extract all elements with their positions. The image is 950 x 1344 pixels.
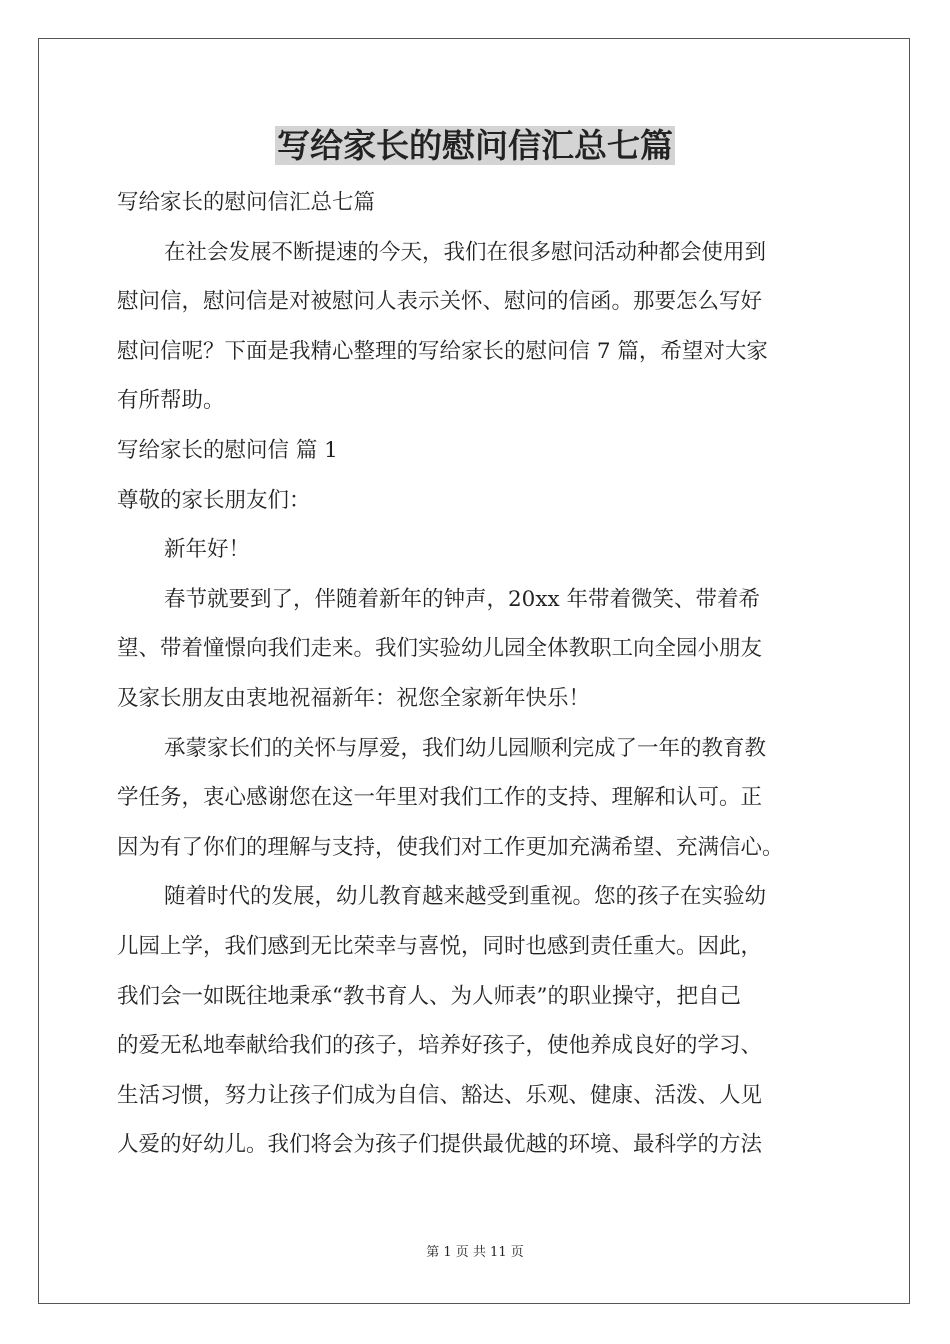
body-line: 学任务，衷心感谢您在这一年里对我们工作的支持、理解和认可。正 — [117, 785, 763, 811]
body-line: 儿园上学，我们感到无比荣幸与喜悦，同时也感到责任重大。因此， — [117, 933, 763, 959]
body-line: 因为有了你们的理解与支持，使我们对工作更加充满希望、充满信心。 — [117, 834, 784, 860]
body-line: 承蒙家长们的关怀与厚爱，我们幼儿园顺利完成了一年的教育教 — [164, 735, 767, 761]
body-line: 生活习惯，努力让孩子们成为自信、豁达、乐观、健康、活泼、人见 — [117, 1082, 763, 1108]
body-line: 在社会发展不断提速的今天，我们在很多慰问活动种都会使用到 — [164, 239, 767, 265]
body-line: 慰问信，慰问信是对被慰问人表示关怀、慰问的信函。那要怎么写好 — [117, 289, 763, 315]
body-line: 我们会一如既往地秉承“教书育人、为人师表”的职业操守，把自己 — [117, 983, 741, 1009]
document-title — [0, 124, 950, 168]
body-line: 望、带着憧憬向我们走来。我们实验幼儿园全体教职工向全园小朋友 — [117, 636, 763, 662]
body-line: 有所帮助。 — [117, 388, 225, 414]
body-line: 慰问信呢？下面是我精心整理的写给家长的慰问信 7 篇，希望对大家 — [117, 338, 768, 364]
body-line: 的爱无私地奉献给我们的孩子，培养好孩子，使他养成良好的学习、 — [117, 1033, 763, 1059]
body-line: 春节就要到了，伴随着新年的钟声，20xx 年带着微笑、带着希 — [164, 586, 760, 612]
document-body — [117, 178, 837, 1170]
body-line: 随着时代的发展，幼儿教育越来越受到重视。您的孩子在实验幼 — [164, 884, 767, 910]
page-number-label: 第 1 页 共 11 页 — [426, 1245, 524, 1260]
body-line: 新年好！ — [164, 537, 251, 563]
body-line: 及家长朋友由衷地祝福新年：祝您全家新年快乐！ — [117, 685, 591, 711]
body-line: 尊敬的家长朋友们： — [117, 487, 311, 513]
body-line: 写给家长的慰问信 篇 1 — [117, 437, 338, 463]
document-title-text: 写给家长的慰问信汇总七篇 — [277, 126, 673, 165]
body-line: 人爱的好幼儿。我们将会为孩子们提供最优越的环境、最科学的方法 — [117, 1132, 763, 1158]
body-line: 写给家长的慰问信汇总七篇 — [117, 190, 376, 215]
page-footer — [0, 1244, 950, 1262]
